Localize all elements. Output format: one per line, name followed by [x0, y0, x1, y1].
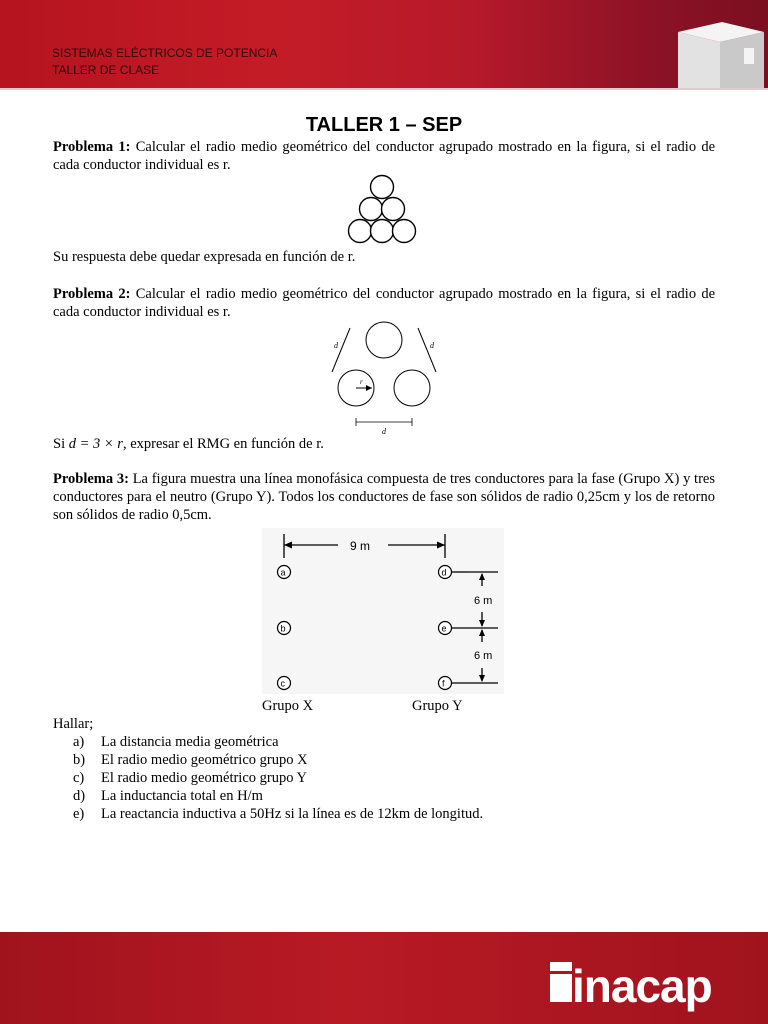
radius-label: r	[360, 378, 363, 386]
conductor-c-label: c	[280, 678, 285, 689]
logo-mark-icon	[550, 962, 572, 971]
problem-1-label: Problema 1:	[53, 139, 131, 155]
item-letter: d)	[73, 788, 86, 804]
conductor-e-label: e	[441, 623, 447, 634]
condition-suffix: , expresar el RMG en función de r.	[122, 436, 324, 452]
horizontal-distance-label: 9 m	[350, 539, 371, 553]
problem-3-label: Problema 3:	[53, 471, 129, 487]
item-letter: a)	[73, 734, 85, 750]
item-letter: c)	[73, 770, 85, 786]
problem-3-statement: La figura muestra una línea monofásica compuesta de tres conductores para la fase (Grupo X) y tres conductores para el neutro (Grupo Y). Todos los conductores de fase son sólidos de radio 0,25cm y los de retorno son sólidos de radio 0,5cm.	[53, 471, 715, 523]
distance-label-left: d	[334, 341, 338, 350]
three-conductor-bundle-figure	[320, 318, 448, 436]
condition-prefix: Si	[53, 436, 66, 452]
item-text: La reactancia inductiva a 50Hz si la línea es de 12km de longitud.	[101, 806, 484, 822]
list-item	[53, 733, 483, 751]
condition-equation: d = 3 × r	[68, 436, 123, 452]
problem-2-statement: Calcular el radio medio geométrico del conductor agrupado mostrado en la figura, si el radio de cada conductor individual es r.	[53, 286, 716, 320]
problem-2-text	[53, 285, 715, 321]
list-item	[53, 787, 483, 805]
group-y-label: Grupo Y	[412, 698, 463, 714]
item-text: La distancia media geométrica	[101, 734, 279, 750]
distance-label-right: d	[430, 341, 434, 350]
list-item	[53, 751, 483, 769]
list-item	[53, 805, 483, 823]
header-band	[0, 0, 768, 90]
problem-3-text	[53, 470, 715, 524]
distance-label-bottom: d	[382, 427, 386, 436]
inacap-logo	[548, 956, 752, 1012]
find-label: Hallar;	[53, 716, 94, 732]
logo-text: inacap	[572, 960, 712, 1012]
problem-1-answer-note: Su respuesta debe quedar expresada en función de r.	[53, 249, 356, 265]
problem-2-condition	[53, 435, 715, 453]
item-text: El radio medio geométrico grupo Y	[101, 770, 308, 786]
bundled-conductor-triangle-figure	[340, 174, 424, 246]
item-letter: e)	[73, 806, 85, 822]
course-name: SISTEMAS ELÉCTRICOS DE POTENCIA	[52, 46, 278, 60]
vertical-distance-label-1: 6 m	[474, 595, 493, 607]
conductor-b-label: b	[280, 623, 286, 634]
questions-list	[53, 715, 483, 823]
problem-2-label: Problema 2:	[53, 286, 131, 302]
list-item	[53, 769, 483, 787]
vertical-distance-label-2: 6 m	[474, 650, 493, 662]
cube-logo-icon	[660, 18, 768, 90]
conductor-f-label: f	[442, 678, 445, 689]
item-text: El radio medio geométrico grupo X	[101, 752, 308, 768]
line-configuration-figure	[262, 528, 504, 720]
document-type: TALLER DE CLASE	[52, 63, 160, 77]
group-x-label: Grupo X	[262, 698, 314, 714]
problem-1-statement: Calcular el radio medio geométrico del conductor agrupado mostrado en la figura, si el radio de cada conductor individual es r.	[53, 139, 716, 173]
item-letter: b)	[73, 752, 86, 768]
problem-1-text	[53, 138, 715, 174]
conductor-d-label: d	[441, 567, 447, 578]
item-text: La inductancia total en H/m	[101, 788, 263, 804]
page-title: TALLER 1 – SEP	[305, 114, 463, 136]
conductor-a-label: a	[280, 567, 286, 578]
